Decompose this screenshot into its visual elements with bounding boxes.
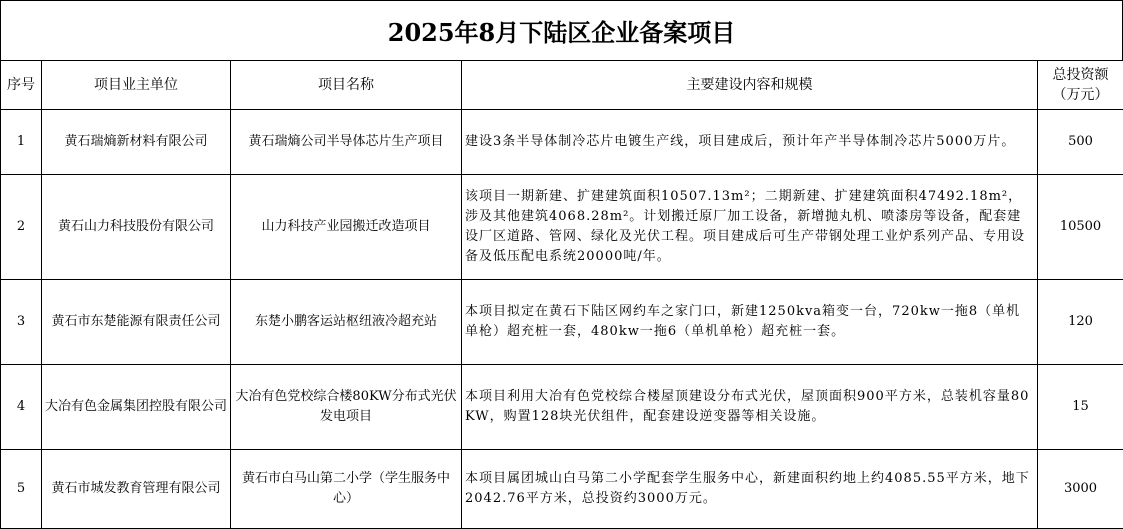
cell-name: 东楚小鹏客运站枢纽液冷超充站 bbox=[231, 280, 462, 365]
cell-index: 5 bbox=[1, 450, 42, 529]
cell-owner: 黄石市城发教育管理有限公司 bbox=[42, 450, 231, 529]
cell-index: 2 bbox=[1, 175, 42, 280]
cell-investment: 500 bbox=[1038, 110, 1123, 175]
cell-name: 黄石瑞熵公司半导体芯片生产项目 bbox=[231, 110, 462, 175]
cell-investment: 10500 bbox=[1038, 175, 1123, 280]
table-row bbox=[1, 175, 1123, 280]
cell-name: 黄石市白马山第二小学（学生服务中心） bbox=[231, 450, 462, 529]
header-investment: 总投资额（万元） bbox=[1038, 61, 1123, 110]
cell-owner: 黄石瑞熵新材料有限公司 bbox=[42, 110, 231, 175]
header-name: 项目名称 bbox=[231, 61, 462, 110]
cell-content: 本项目利用大冶有色党校综合楼屋顶建设分布式光伏，屋顶面积900平方米，总装机容量80KW，购置128块光伏组件，配套建设逆变器等相关设施。 bbox=[462, 365, 1038, 450]
cell-index: 1 bbox=[1, 110, 42, 175]
header-owner: 项目业主单位 bbox=[42, 61, 231, 110]
table-header-row bbox=[1, 61, 1123, 110]
cell-owner: 大冶有色金属集团控股有限公司 bbox=[42, 365, 231, 450]
cell-investment: 120 bbox=[1038, 280, 1123, 365]
cell-content: 本项目属团城山白马第二小学配套学生服务中心，新建面积约地上约4085.55平方米，地下2042.76平方米，总投资约3000万元。 bbox=[462, 450, 1038, 529]
cell-content: 本项目拟定在黄石下陆区网约车之家门口，新建1250kva箱变一台，720kw一拖8（单机单枪）超充桩一套，480kw一拖6（单机单枪）超充桩一套。 bbox=[462, 280, 1038, 365]
cell-owner: 黄石山力科技股份有限公司 bbox=[42, 175, 231, 280]
header-index: 序号 bbox=[1, 61, 42, 110]
cell-owner: 黄石市东楚能源有限责任公司 bbox=[42, 280, 231, 365]
cell-content: 建设3条半导体制冷芯片电镀生产线，项目建成后，预计年产半导体制冷芯片5000万片。 bbox=[462, 110, 1038, 175]
cell-content: 该项目一期新建、扩建建筑面积10507.13m²；二期新建、扩建建筑面积47492.18m²，涉及其他建筑4068.28m²。计划搬迁原厂加工设备，新增抛丸机、喷漆房等设备，配套建设厂区道路、管网、绿化及光伏工程。项目建成后可生产带钢处理工业炉系列产品、专用设备及低压配电系统20000吨/年。 bbox=[462, 175, 1038, 280]
table-row bbox=[1, 450, 1123, 529]
table-row bbox=[1, 280, 1123, 365]
cell-name: 大冶有色党校综合楼80KW分布式光伏发电项目 bbox=[231, 365, 462, 450]
table-row bbox=[1, 365, 1123, 450]
cell-index: 4 bbox=[1, 365, 42, 450]
document-title: 2025年8月下陆区企业备案项目 bbox=[0, 0, 1123, 60]
project-table bbox=[0, 60, 1123, 529]
cell-investment: 3000 bbox=[1038, 450, 1123, 529]
cell-index: 3 bbox=[1, 280, 42, 365]
header-content: 主要建设内容和规模 bbox=[462, 61, 1038, 110]
cell-name: 山力科技产业园搬迁改造项目 bbox=[231, 175, 462, 280]
cell-investment: 15 bbox=[1038, 365, 1123, 450]
table-row bbox=[1, 110, 1123, 175]
